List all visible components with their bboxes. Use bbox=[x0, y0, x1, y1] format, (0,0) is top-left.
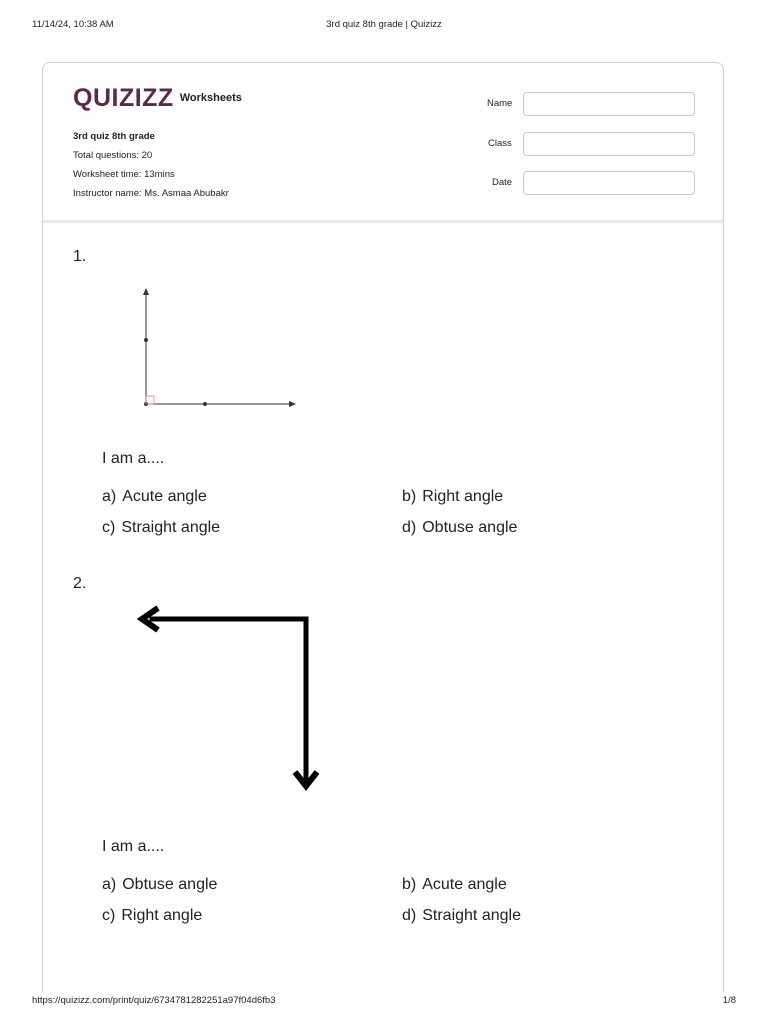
total-questions: Total questions: 20 bbox=[73, 150, 153, 161]
class-field-group bbox=[463, 132, 695, 156]
name-field[interactable] bbox=[523, 92, 695, 116]
option-letter: d) bbox=[402, 907, 417, 924]
option-text: Acute angle bbox=[422, 876, 507, 893]
class-field[interactable] bbox=[523, 132, 695, 156]
date-field[interactable] bbox=[523, 171, 695, 195]
brand-name: QUIZIZZ bbox=[73, 84, 174, 112]
quizizz-logo bbox=[73, 84, 242, 113]
horizontal-ray-arrowhead bbox=[289, 401, 296, 407]
instructor-name: Instructor name: Ms. Asmaa Abubakr bbox=[73, 188, 229, 199]
question-2-option-c[interactable] bbox=[102, 907, 202, 925]
question-2-prompt: I am a.... bbox=[102, 838, 165, 855]
name-label: Name bbox=[487, 98, 513, 109]
question-2-option-b[interactable] bbox=[402, 876, 507, 894]
right-angle-figure bbox=[130, 282, 310, 414]
question-1-option-c[interactable] bbox=[102, 519, 220, 537]
question-2-number: 2. bbox=[73, 575, 87, 592]
print-page-title: 3rd quiz 8th grade | Quizizz bbox=[326, 19, 442, 30]
option-text: Right angle bbox=[422, 488, 504, 505]
question-2-option-d[interactable] bbox=[402, 907, 521, 925]
date-field-group bbox=[463, 171, 695, 195]
option-letter: c) bbox=[102, 907, 116, 924]
vertical-point bbox=[144, 338, 148, 342]
print-url[interactable]: https://quizizz.com/print/quiz/6734781282251a97f04d6fb3 bbox=[32, 995, 276, 1006]
question-1-number: 1. bbox=[73, 248, 87, 265]
option-letter: b) bbox=[402, 488, 417, 505]
date-label: Date bbox=[492, 177, 513, 188]
print-datetime: 11/14/24, 10:38 AM bbox=[32, 19, 114, 30]
option-text: Obtuse angle bbox=[122, 876, 218, 893]
option-letter: b) bbox=[402, 876, 417, 893]
option-letter: c) bbox=[102, 519, 116, 536]
worksheet-time: Worksheet time: 13mins bbox=[73, 169, 175, 180]
arrow-angle-figure bbox=[130, 600, 330, 800]
class-label: Class bbox=[488, 138, 512, 149]
option-letter: a) bbox=[102, 876, 117, 893]
horizontal-point bbox=[203, 402, 207, 406]
name-field-group bbox=[463, 92, 695, 116]
question-2-option-a[interactable] bbox=[102, 876, 217, 894]
option-text: Straight angle bbox=[121, 519, 221, 536]
option-text: Obtuse angle bbox=[422, 519, 518, 536]
option-text: Straight angle bbox=[422, 907, 521, 924]
quiz-meta bbox=[73, 127, 229, 203]
question-1-option-a[interactable] bbox=[102, 488, 207, 506]
worksheet-header bbox=[43, 63, 723, 223]
quiz-title: 3rd quiz 8th grade bbox=[73, 131, 155, 142]
vertical-ray-arrowhead bbox=[143, 288, 149, 295]
option-text: Acute angle bbox=[122, 488, 207, 505]
option-text: Right angle bbox=[121, 907, 203, 924]
page-indicator: 1/8 bbox=[722, 995, 736, 1006]
question-1-option-d[interactable] bbox=[402, 519, 517, 537]
option-letter: d) bbox=[402, 519, 417, 536]
option-letter: a) bbox=[102, 488, 117, 505]
brand-sub: Worksheets bbox=[179, 92, 242, 104]
question-1-prompt: I am a.... bbox=[102, 450, 165, 467]
question-1-option-b[interactable] bbox=[402, 488, 503, 506]
